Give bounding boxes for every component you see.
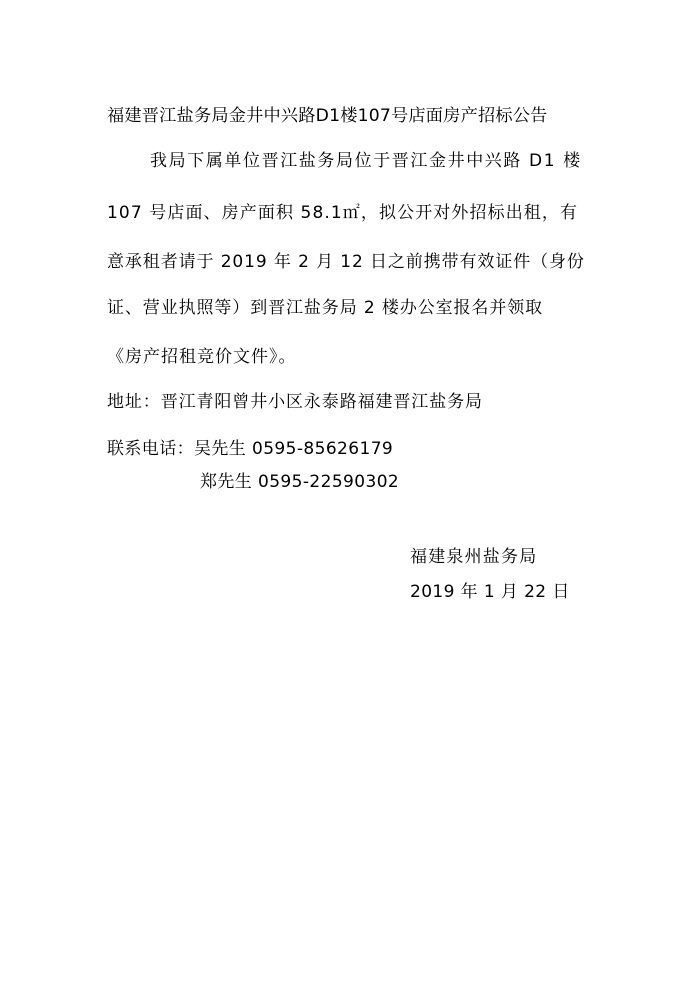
body-line-1: 我局下属单位晋江盐务局位于晋江金井中兴路 D1 楼 xyxy=(150,151,582,171)
contact-line-2: 郑先生 0595-22590302 xyxy=(200,472,400,492)
body-line-5: 《房产招租竞价文件》。 xyxy=(107,347,297,367)
signature-organization: 福建泉州盐务局 xyxy=(410,547,538,567)
body-line-4: 证、营业执照等）到晋江盐务局 2 楼办公室报名并领取 xyxy=(107,298,544,318)
signature-date: 2019 年 1 月 22 日 xyxy=(410,582,570,602)
body-line-2: 107 号店面、房产面积 58.1㎡，拟公开对外招标出租，有 xyxy=(107,203,579,223)
body-line-3: 意承租者请于 2019 年 2 月 12 日之前携带有效证件（身份 xyxy=(107,252,585,272)
address-line: 地址：晋江青阳曾井小区永泰路福建晋江盐务局 xyxy=(107,392,483,412)
contact-line-1: 联系电话：吴先生 0595-85626179 xyxy=(107,439,394,459)
document-title: 福建晋江盐务局金井中兴路D1楼107号店面房产招标公告 xyxy=(107,106,548,126)
